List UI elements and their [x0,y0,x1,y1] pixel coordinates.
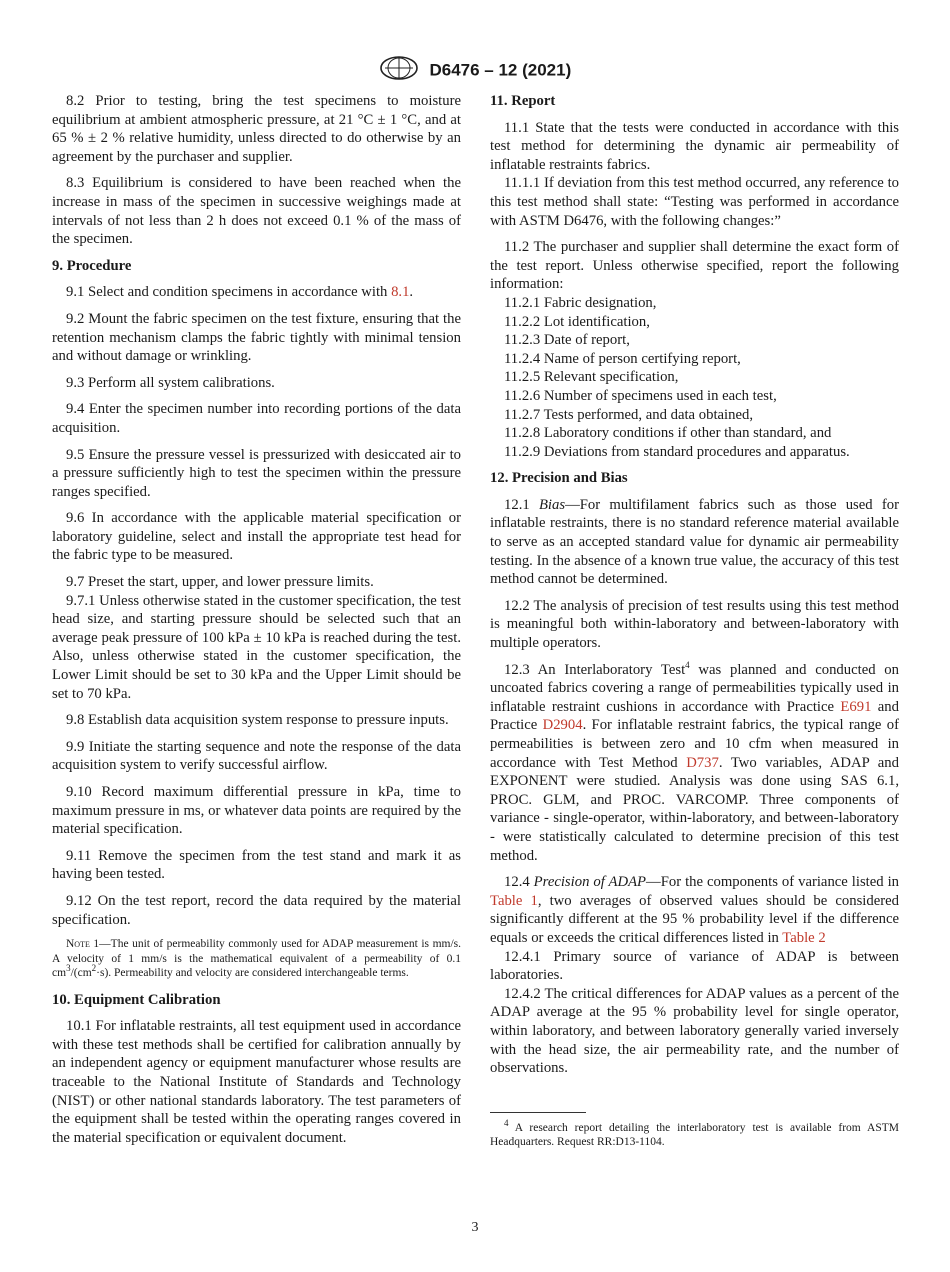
ref-link-8-1[interactable]: 8.1 [391,284,410,301]
section-heading-report: 11. Report [490,93,556,109]
paragraph-9-7-1: 9.7.1 Unless otherwise stated in the customer specification, the test head size, and starting pressure should be selected such that an average peak pressure of 100 kPa ± 10 kPa is reached during the test. Also, unless otherwise stated in the customer specification, the Lower Limit should be set to 30 kPa and the Upper Limit should be set to 70 kPa. [52,592,461,702]
paragraph-10-1: 10.1 For inflatable restraints, all test equipment used in accordance with these test methods shall be certified for calibration annually by an independent agency or equipment manufacturer whose results are traceable to the National Institute of Standards and Technology (NIST) or other national standards laboratory. The test parameters of the equipment shall be tested within the operating ranges covered in the material specification or equivalent document. [52,1018,461,1146]
ref-link-d2904[interactable]: D2904 [542,717,583,734]
paragraph-11-2: 11.2 The purchaser and supplier shall determine the exact form of the test report. Unless otherwise specified, report the following information: [490,239,899,293]
paragraph-9-11: 9.11 Remove the specimen from the test stand and mark it as having been tested. [52,847,461,883]
paragraph-9-9: 9.9 Initiate the starting sequence and note the response of the data acquisition system to verify successful airflow. [52,738,461,774]
ref-link-e691[interactable]: E691 [840,698,872,715]
left-column [52,92,461,1155]
paragraph-9-5: 9.5 Ensure the pressure vessel is pressurized with desiccated air to a pressure sufficiently high to test the specimen within the pressure ranges specified. [52,446,461,500]
list-item: 11.2.1 Fabric designation, [504,294,657,311]
astm-logo-icon [379,56,419,85]
page-number: 3 [471,1220,479,1235]
paragraph-12-3: 12.3 An Interlaboratory Test$^4$ was planned and conducted on uncoated fabrics covering a range of permeabilities typically used in inflatable restraint cushions in accordance with Practice E691 and Practice D2904. For inflatable restraint fabrics, the typical range of permeabilities is between zero and 10 cfm when measured in accordance with Test Method D737. Two variables, ADAP and EXPONENT were studied. Analysis was done using SAS 6.1, PROC. GLM, and PROC. VARCOMP. Three components of variance - single-operator, within-laboratory, and between-laboratory - were statistically calculated to determine precision of this test method. [490,659,899,864]
ref-link-table-1[interactable]: Table 1 [490,892,538,909]
page-header [0,56,950,85]
note-label: Note 1 [66,938,100,951]
paragraph-9-2: 9.2 Mount the fabric specimen on the test fixture, ensuring that the retention mechanism clamps the fabric tightly with minimal tension and without damage or wrinkling. [52,310,461,365]
list-item: 11.2.2 Lot identification, [504,313,650,330]
report-item-list [490,294,899,461]
paragraph-9-8: 9.8 Establish data acquisition system response to pressure inputs. [66,712,449,729]
paragraph-12-4: 12.4 Precision of ADAP—For the components of variance listed in Table 1, two averages of observed values should be considered significantly different at the 95 % probability level if the difference equals or exceeds the critical differences listed in Table 2 [490,874,899,946]
document-code: D6476 – 12 (2021) [429,60,572,80]
paragraph-8-3: 8.3 Equilibrium is considered to have been reached when the increase in mass of the specimen in successive weighings made at intervals of not less than 2 h does not exceed 0.1 % of the mass of the specimen. [52,175,461,248]
paragraph-12-4-1: 12.4.1 Primary source of variance of ADAP is between laboratories. [490,948,899,984]
section-heading-precision-bias: 12. Precision and Bias [490,470,628,487]
list-item: 11.2.4 Name of person certifying report, [504,350,741,367]
paragraph-9-4: 9.4 Enter the specimen number into recording portions of the data acquisition. [52,401,461,436]
paragraph-9-3: 9.3 Perform all system calibrations. [66,374,275,391]
list-item: 11.2.8 Laboratory conditions if other than standard, and [504,425,832,442]
list-item: 11.2.9 Deviations from standard procedures and apparatus. [504,443,850,460]
paragraph-8-2: 8.2 Prior to testing, bring the test specimens to moisture equilibrium at ambient atmospheric pressure, at 21 °C ± 1 °C, and at 65 % ± 2 % relative humidity, unless directed to do otherwise by an agreement by the purchaser and supplier. [52,93,461,165]
paragraph-11-1-1: 11.1.1 If deviation from this test method occurred, any reference to this test method shall state: “Testing was performed in accordance with ASTM D6476, with the following changes:” [490,175,899,229]
paragraph-9-12: 9.12 On the test report, record the data required by the material specification. [52,892,461,928]
footnote-4: $^4$ A research report detailing the interlaboratory test is available from ASTM Headquarters. Request RR:D13-1104. [490,1117,899,1149]
footnote-ref-4[interactable]: 4 [685,659,690,670]
section-heading-equipment-calibration: 10. Equipment Calibration [52,991,221,1008]
ref-link-d737[interactable]: D737 [686,754,719,771]
paragraph-9-10: 9.10 Record maximum differential pressure in kPa, time to maximum pressure in ms, or whatever data points are required by the material specification. [52,784,461,838]
list-item: 11.2.3 Date of report, [504,332,630,349]
paragraph-12-2: 12.2 The analysis of precision of test results using this test method is meaningful both within-laboratory and between-laboratory with multiple operators. [490,597,899,652]
list-item: 11.2.6 Number of specimens used in each test, [504,387,777,404]
list-item: 11.2.7 Tests performed, and data obtained, [504,406,753,423]
paragraph-9-6: 9.6 In accordance with the applicable material specification or laboratory guideline, select and install the appropriate test head for the fabric type to be measured. [52,510,461,564]
paragraph-12-4-2: 12.4.2 The critical differences for ADAP values as a percent of the ADAP average at the 95 % probability level for single operator, within laboratory, and between laboratory generally varied inversely with the head size, the air permeability rate, and the number of observations. [490,985,899,1077]
paragraph-12-1: 12.1 Bias—For multifilament fabrics such as those used for inflatable restraints, there is no standard reference material available to serve as an accepted standard value for dynamic air permeability testing. In the absence of a known true value, the accuracy of this test method cannot be determined. [490,496,899,588]
section-heading-procedure: 9. Procedure [52,257,132,274]
paragraph-9-7: 9.7 Preset the start, upper, and lower pressure limits. [66,574,374,591]
right-column [490,92,899,1150]
list-item: 11.2.5 Relevant specification, [504,369,679,386]
footnote-divider [490,1112,586,1113]
paragraph-9-1: 9.1 Select and condition specimens in accordance with 8.1. [66,284,414,301]
ref-link-table-2[interactable]: Table 2 [782,929,826,946]
note-1: Note 1—The unit of permeability commonly used for ADAP measurement is mm/s. A velocity of 1 mm/s is the mathematical equivalent of a permeability of 0.1 $cm^3/(cm^2\cdot s)$. Permeability and velocity are considered interchangeable terms. [52,938,462,980]
paragraph-11-1: 11.1 State that the tests were conducted in accordance with this test method for determining the dynamic air permeability of inflatable restraints fabrics. [490,119,899,173]
